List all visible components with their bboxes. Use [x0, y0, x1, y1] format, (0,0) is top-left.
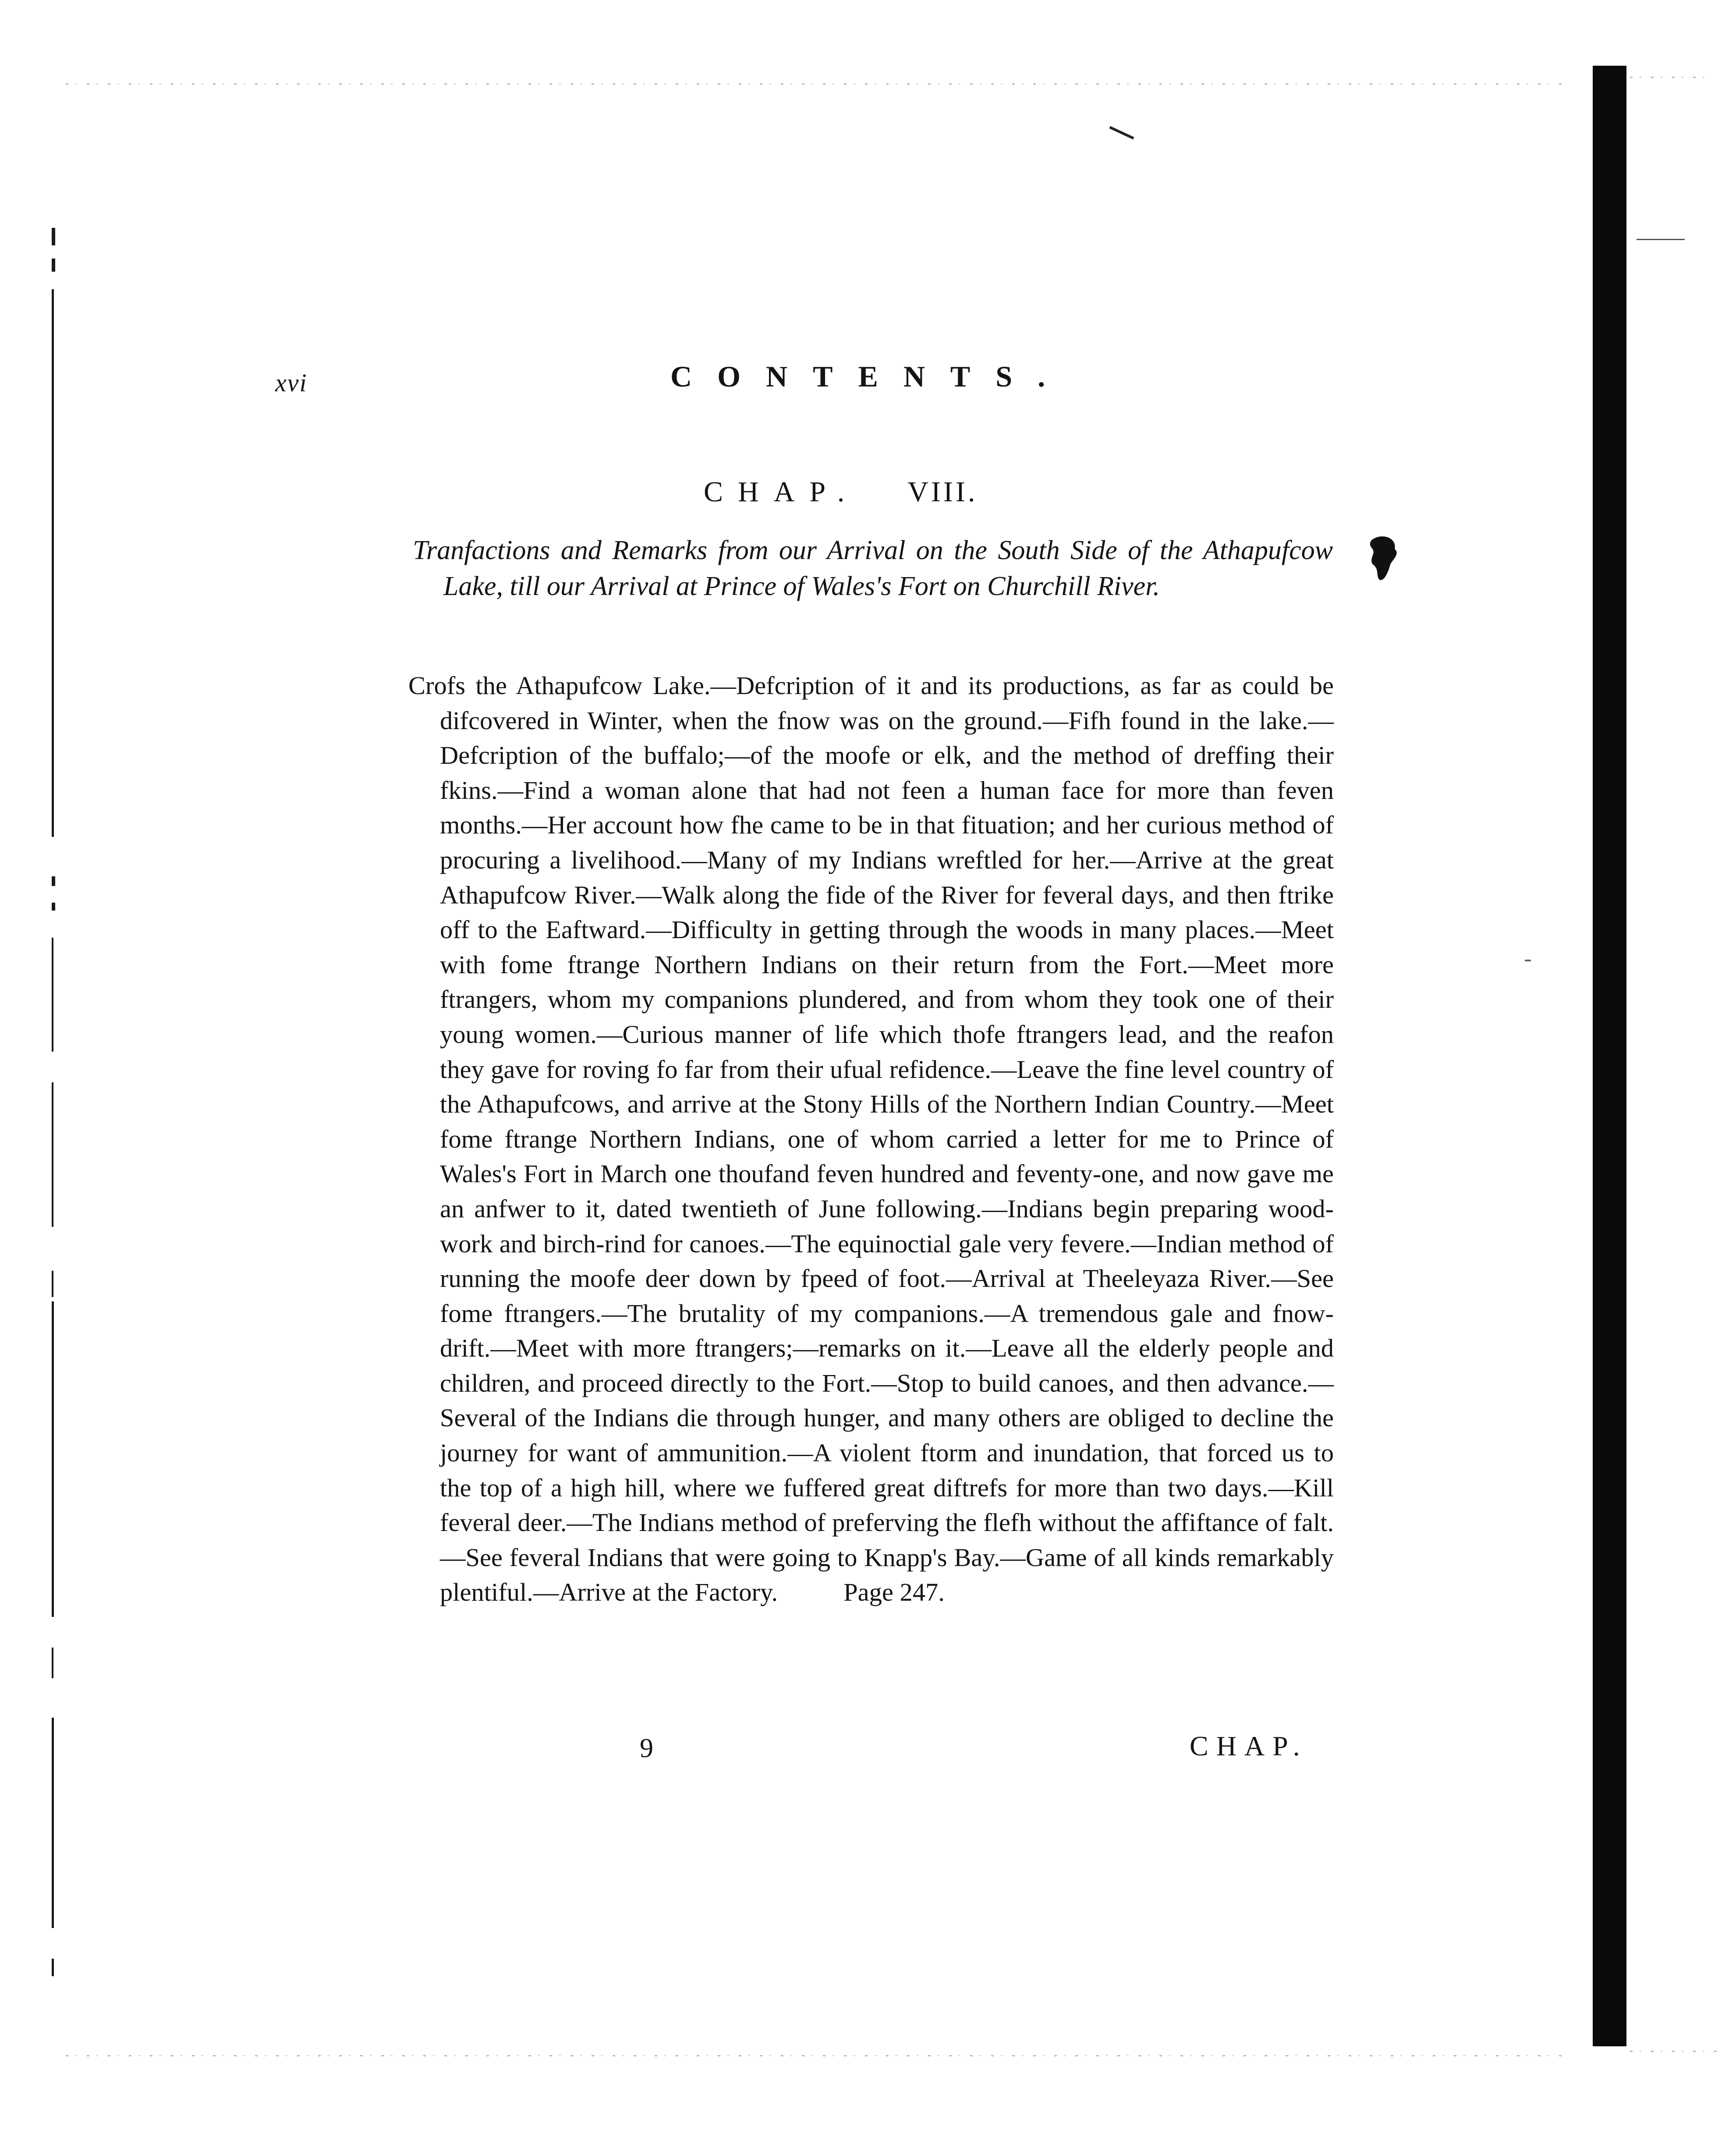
bottom-right-scan-noise	[1630, 2051, 1718, 2052]
chapter-label: CHAP.	[704, 476, 860, 508]
binding-shadow	[1593, 66, 1626, 2046]
catchword: CHAP.	[1190, 1730, 1308, 1761]
chapter-contents-summary	[408, 668, 1334, 1610]
chapter-summary-title-text: Tranfactions and Remarks from our Arrival on the South Side of the Athapufcow Lake, till our Arrival at Prince of Wales's Fort on Churchill River.	[413, 535, 1333, 601]
top-scan-noise	[66, 83, 1569, 85]
running-head: CONTENTS.	[670, 360, 1071, 393]
stray-mark	[1109, 126, 1134, 140]
summary-paragraph: Crofs the Athapufcow Lake.—Defcription of it and its productions, as far as could be difcovered in Winter, when the fnow was on the ground.—Fifh found in the lake.—Defcription of the buffalo;—of the moofe or elk, and the method of dreffing their fkins.—Find a woman alone that had not feen a human face for more than feven months.—Her account how fhe came to be in that fituation; and her curious method of procuring a livelihood.—Many of my Indians wreftled for her.—Arrive at the great Athapufcow River.—Walk along the fide of the River for feveral days, and then ftrike off to the Eaftward.—Difficulty in getting through the woods in many places.—Meet with fome ftrange Northern Indians on their return from the Fort.—Meet more ftrangers, whom my companions plundered, and from whom they took one of their young women.—Curious manner of life which thofe ftrangers lead, and the reafon they gave for roving fo far from their ufual refidence.—Leave the fine level country of the Athapufcows, and arrive at the Stony Hills of the Northern Indian Country.—Meet fome ftrange Northern Indians, one of whom carried a letter for me to Prince of Wales's Fort in March one thoufand feven hundred and feventy-one, and now gave me an anfwer to it, dated twentieth of June following.—Indians begin preparing wood-work and birch-rind for canoes.—The equinoctial gale very fevere.—Indian method of running the moofe deer down by fpeed of foot.—Arrival at Theeleyaza River.—See fome ftrangers.—The brutality of my companions.—A tremendous gale and fnow-drift.—Meet with more ftrangers;—remarks on it.—Leave all the elderly people and children, and proceed directly to the Fort.—Stop to build canoes, and then advance.—Several of the Indians die through hunger, and many others are obliged to decline the journey for want of ammunition.—A violent ftorm and inundation, that forced us to the top of a high hill, where we fuffered great diftrefs for more than two days.—Kill feveral deer.—The Indians method of preferving the flefh without the affiftance of falt.—See feveral Indians that were going to Knapp's Bay.—Game of all kinds remarkably plentiful.—Arrive at the Factory.	[408, 671, 1334, 1607]
page-reference: Page 247.	[843, 1578, 945, 1607]
chapter-summary-title	[413, 532, 1333, 604]
stray-mark	[1637, 239, 1685, 240]
bottom-scan-noise	[66, 2055, 1569, 2056]
ink-blot-ornament	[1366, 534, 1401, 586]
top-right-scan-noise	[1630, 77, 1709, 78]
signature-mark: 9	[640, 1733, 653, 1763]
left-edge-scan-marks	[52, 228, 57, 1981]
chapter-numeral: VIII.	[907, 476, 978, 508]
chapter-heading	[704, 475, 978, 509]
stray-mark	[1525, 960, 1531, 961]
page-number: xvi	[275, 369, 308, 397]
